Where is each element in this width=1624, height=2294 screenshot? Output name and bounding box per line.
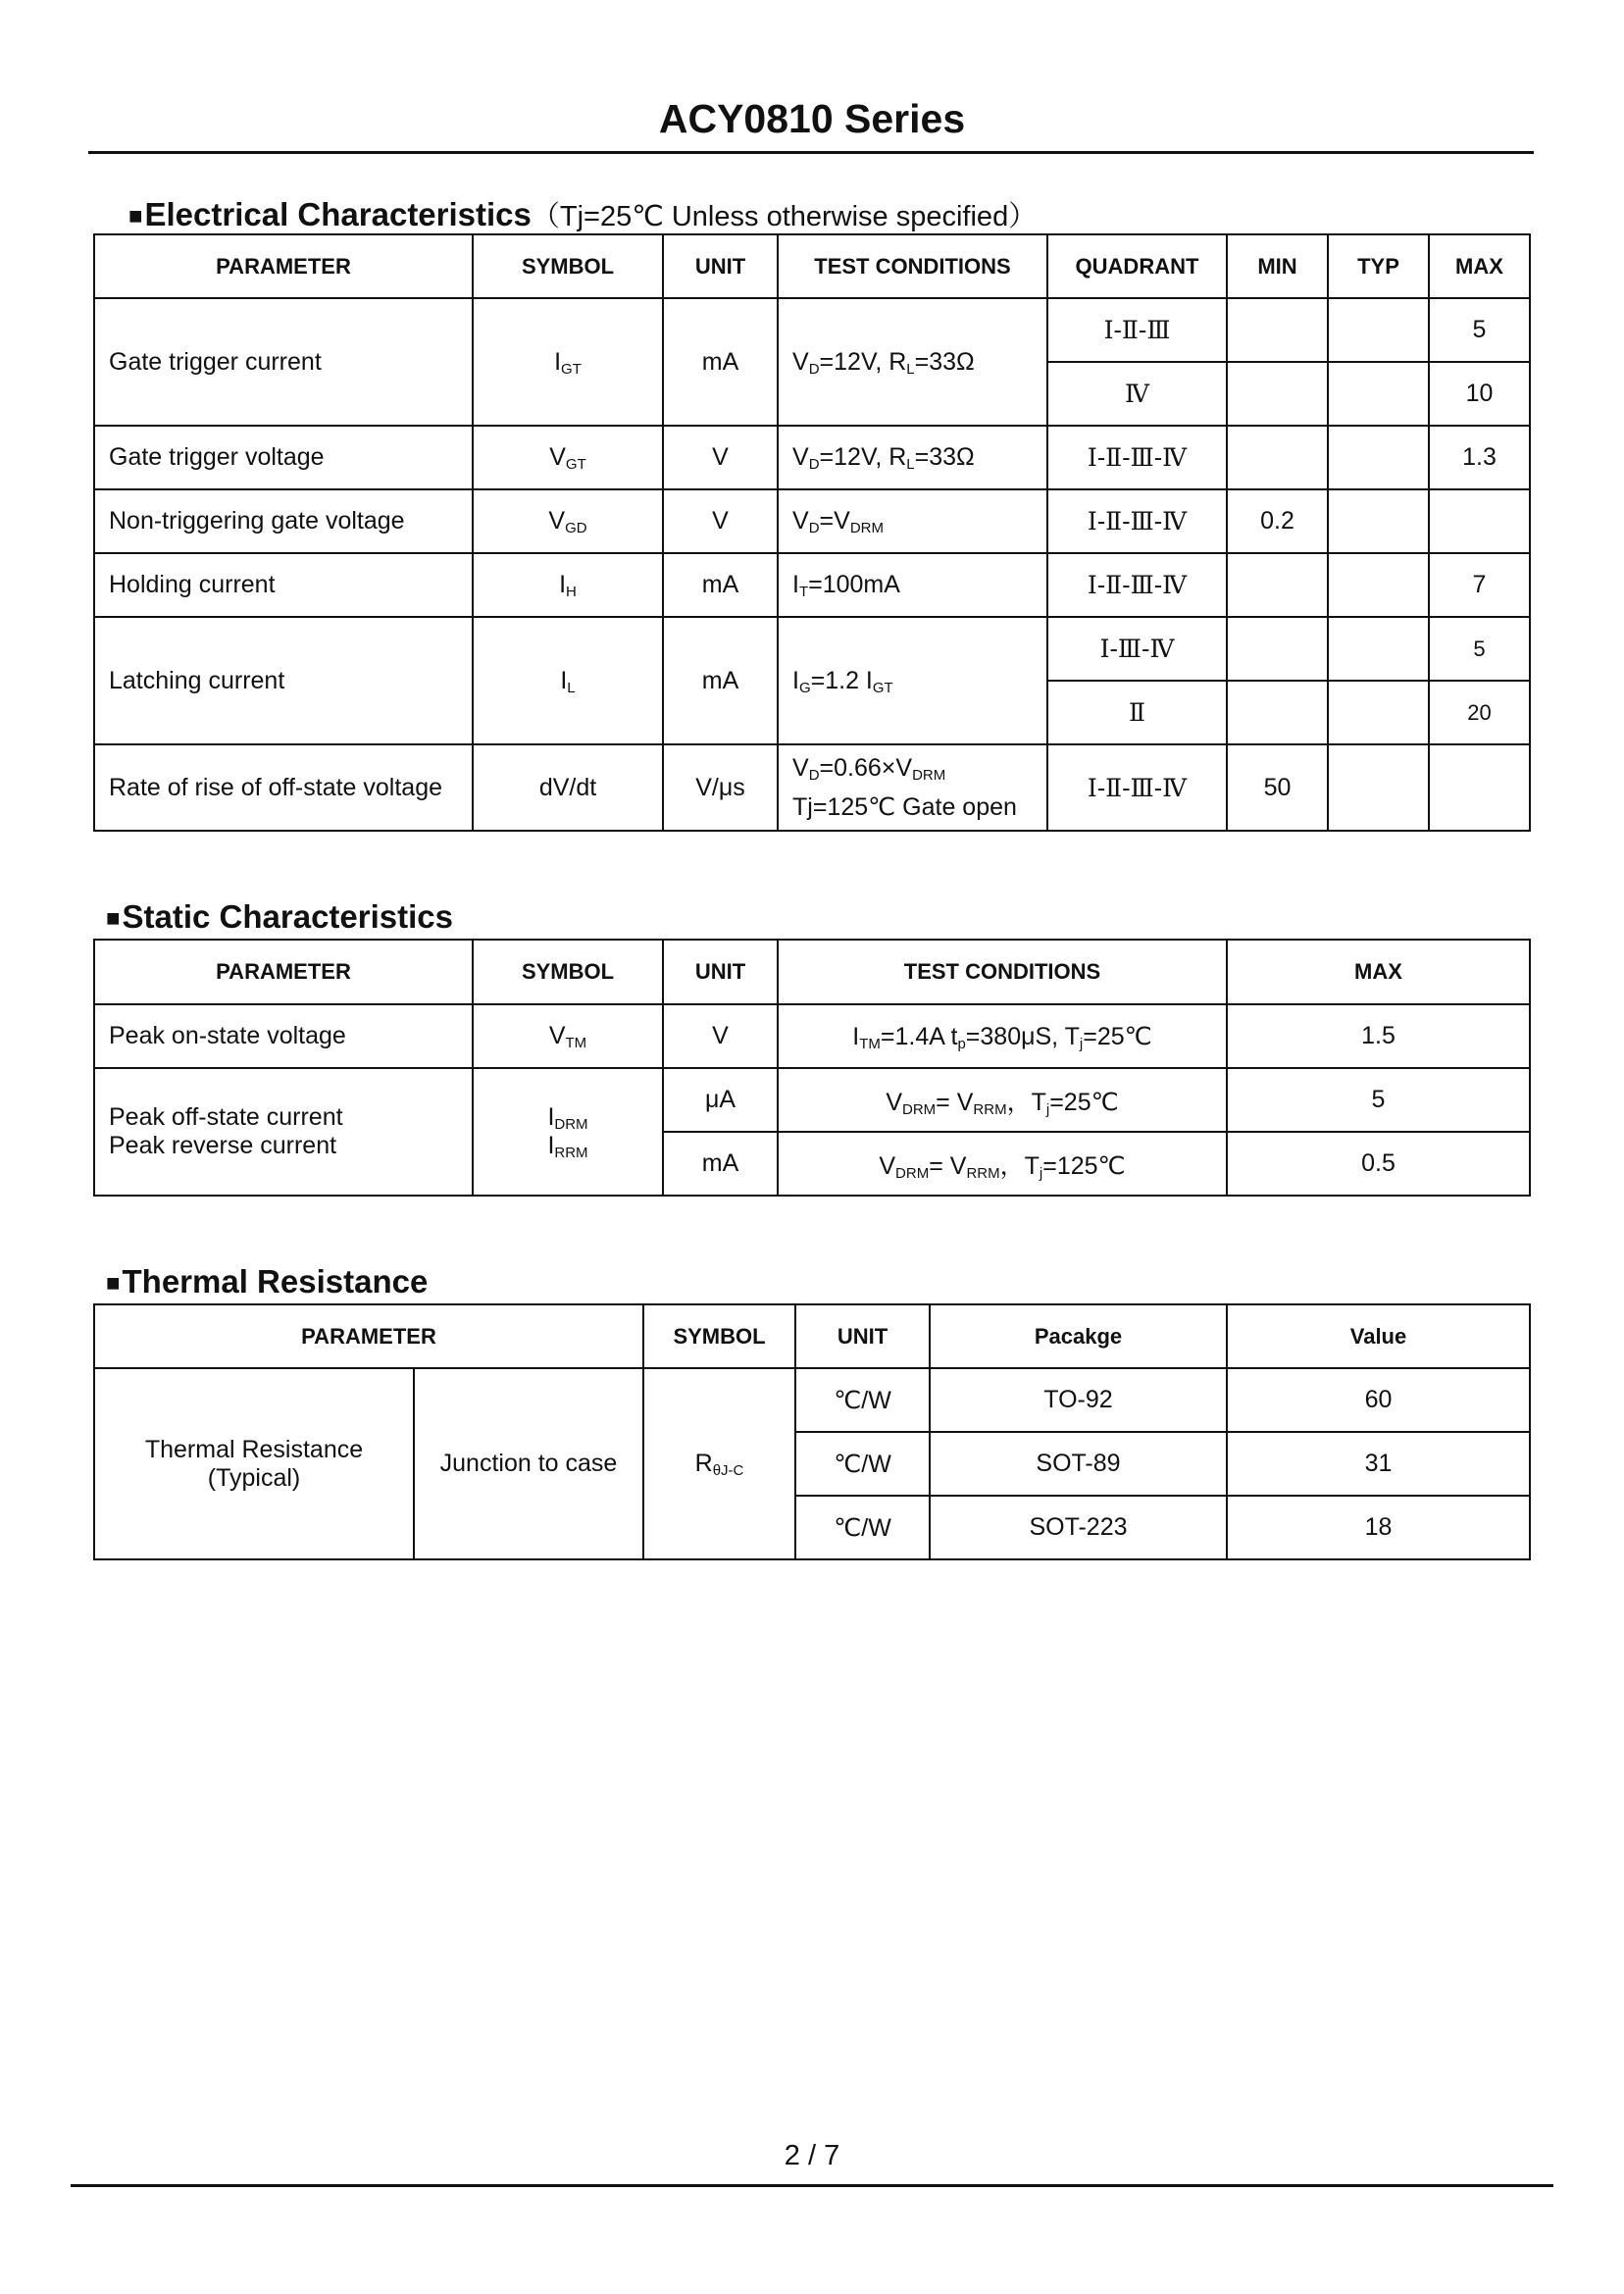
unit-il: mA [663, 617, 778, 744]
cond-dvdt-line-2: Tj=125℃ Gate open [792, 793, 1017, 821]
max-cell [1429, 489, 1530, 553]
header-unit: UNIT [795, 1304, 930, 1368]
param-peak-on-state-voltage: Peak on-state voltage [94, 1004, 473, 1068]
header-parameter: PARAMETER [94, 234, 473, 298]
param-peak-off-state-current: Peak off-state current [109, 1103, 343, 1131]
unit-vgd: V [663, 489, 778, 553]
typ-cell [1328, 617, 1429, 681]
typ-cell [1328, 681, 1429, 744]
param-thermal-resistance-line-2: (Typical) [207, 1463, 301, 1492]
bullet-square-icon: ■ [106, 905, 121, 932]
unit-vgt: V [663, 426, 778, 489]
symbol-vtm: $V_{TM}$ [473, 1004, 663, 1068]
symbol-vgt: $V_{GT}$ [473, 426, 663, 489]
quadrant-igt-2: Ⅳ [1047, 362, 1227, 426]
param-thermal-resistance [94, 1368, 414, 1559]
page-number: 2 / 7 [784, 2140, 840, 2171]
header-value: Value [1227, 1304, 1530, 1368]
param-non-triggering-gate-voltage: Non-triggering gate voltage [94, 489, 473, 553]
typ-cell [1328, 744, 1429, 831]
thermal-resistance-table [93, 1303, 1531, 1560]
symbol-il: $I_L$ [473, 617, 663, 744]
footer-divider [71, 2184, 1553, 2187]
table-row [94, 1368, 1530, 1432]
bullet-square-icon: ■ [106, 1270, 121, 1297]
header-symbol: SYMBOL [473, 940, 663, 1004]
table-row [94, 1004, 1530, 1068]
static-heading [106, 898, 453, 936]
typ-cell [1328, 426, 1429, 489]
min-cell [1227, 681, 1328, 744]
header-typ: TYP [1328, 234, 1429, 298]
max-vtm: 1.5 [1227, 1004, 1530, 1068]
param-gate-trigger-voltage: Gate trigger voltage [94, 426, 473, 489]
typ-cell [1328, 489, 1429, 553]
symbol-irrm: $I_{RRM}$ [547, 1132, 588, 1161]
symbol-dvdt: dV/dt [473, 744, 663, 831]
table-row [94, 489, 1530, 553]
header-quadrant: QUADRANT [1047, 234, 1227, 298]
package-to92: TO-92 [930, 1368, 1227, 1432]
table-header-row [94, 940, 1530, 1004]
cond-dvdt [778, 744, 1047, 831]
thermal-heading-text: Thermal Resistance [122, 1263, 429, 1300]
min-cell [1227, 362, 1328, 426]
table-row [94, 553, 1530, 617]
symbol-igt: $I_{GT}$ [473, 298, 663, 426]
package-sot223: SOT-223 [930, 1496, 1227, 1559]
bullet-square-icon: ■ [128, 203, 143, 229]
param-latching-current: Latching current [94, 617, 473, 744]
param-peak-off-state-reverse [94, 1068, 473, 1196]
symbol-ih: $I_H$ [473, 553, 663, 617]
cond-vgd: $V_D=V_{DRM}$ [778, 489, 1047, 553]
table-header-row [94, 1304, 1530, 1368]
unit-dvdt: V/μs [663, 744, 778, 831]
max-idrm-2: 0.5 [1227, 1132, 1530, 1196]
quadrant-vgd: Ⅰ-Ⅱ-Ⅲ-Ⅳ [1047, 489, 1227, 553]
unit-thermal-2: ℃/W [795, 1432, 930, 1496]
param-thermal-resistance-line-1: Thermal Resistance [144, 1435, 364, 1463]
table-row [94, 1068, 1530, 1132]
electrical-heading-note: （Tj=25℃ Unless otherwise specified） [531, 201, 1038, 232]
quadrant-ih: Ⅰ-Ⅱ-Ⅲ-Ⅳ [1047, 553, 1227, 617]
header-unit: UNIT [663, 940, 778, 1004]
cond-igt: $V_D=12V$, $R_L=33\Omega$ [778, 298, 1047, 426]
quadrant-dvdt: Ⅰ-Ⅱ-Ⅲ-Ⅳ [1047, 744, 1227, 831]
static-heading-text: Static Characteristics [122, 898, 453, 935]
cond-vgt: $V_D=12V$, $R_L=33\Omega$ [778, 426, 1047, 489]
param-rate-of-rise: Rate of rise of off-state voltage [94, 744, 473, 831]
min-cell [1227, 426, 1328, 489]
static-characteristics-table [93, 939, 1531, 1197]
value-sot223: 18 [1227, 1496, 1530, 1559]
value-sot89: 31 [1227, 1432, 1530, 1496]
header-unit: UNIT [663, 234, 778, 298]
header-parameter: PARAMETER [94, 1304, 643, 1368]
table-header-row [94, 234, 1530, 298]
unit-ih: mA [663, 553, 778, 617]
table-row [94, 744, 1530, 831]
param-gate-trigger-current: Gate trigger current [94, 298, 473, 426]
cond-idrm-2: $V_{DRM}= V_{RRM}$，$T_j=125℃$ [778, 1132, 1227, 1196]
header-test-conditions: TEST CONDITIONS [778, 234, 1047, 298]
electrical-characteristics-table [93, 233, 1531, 832]
header-max: MAX [1429, 234, 1530, 298]
max-il-1: 5 [1429, 617, 1530, 681]
min-cell [1227, 298, 1328, 362]
header-symbol: SYMBOL [473, 234, 663, 298]
min-vgd: 0.2 [1227, 489, 1328, 553]
package-sot89: SOT-89 [930, 1432, 1227, 1496]
symbol-idrm: $I_{DRM}$ [547, 1103, 588, 1133]
max-ih: 7 [1429, 553, 1530, 617]
header-parameter: PARAMETER [94, 940, 473, 1004]
unit-vtm: V [663, 1004, 778, 1068]
cond-ih: $I_T=100mA$ [778, 553, 1047, 617]
unit-thermal-1: ℃/W [795, 1368, 930, 1432]
cond-vtm: $I_{TM}=1.4A$ $t_p=380\mu S$, $T_j=25℃$ [778, 1004, 1227, 1068]
cond-idrm-1: $V_{DRM}= V_{RRM}$，$T_j=25℃$ [778, 1068, 1227, 1132]
electrical-heading-text: Electrical Characteristics [144, 196, 532, 232]
quadrant-il-2: Ⅱ [1047, 681, 1227, 744]
value-to92: 60 [1227, 1368, 1530, 1432]
table-row [94, 617, 1530, 681]
cond-dvdt-line-1: $V_D=0.66\times V_{DRM}$ [792, 754, 946, 784]
unit-thermal-3: ℃/W [795, 1496, 930, 1559]
max-cell [1429, 744, 1530, 831]
max-igt-1: 5 [1429, 298, 1530, 362]
typ-cell [1328, 362, 1429, 426]
table-row [94, 298, 1530, 362]
electrical-heading [128, 194, 1037, 234]
header-symbol: SYMBOL [643, 1304, 795, 1368]
thermal-heading [106, 1263, 428, 1300]
min-cell [1227, 553, 1328, 617]
max-idrm-1: 5 [1227, 1068, 1530, 1132]
symbol-rth: $R_{\theta J-C}$ [643, 1368, 795, 1559]
symbol-idrm-irrm [473, 1068, 663, 1196]
quadrant-igt-1: Ⅰ-Ⅱ-Ⅲ [1047, 298, 1227, 362]
max-vgt: 1.3 [1429, 426, 1530, 489]
unit-idrm-2: mA [663, 1132, 778, 1196]
cond-il: $I_G=1.2$ $I_{GT}$ [778, 617, 1047, 744]
typ-cell [1328, 553, 1429, 617]
title-divider [88, 151, 1534, 154]
param-junction-to-case: Junction to case [414, 1368, 643, 1559]
table-row [94, 426, 1530, 489]
param-holding-current: Holding current [94, 553, 473, 617]
document-title: ACY0810 Series [658, 96, 966, 141]
min-cell [1227, 617, 1328, 681]
unit-idrm-1: μA [663, 1068, 778, 1132]
min-dvdt: 50 [1227, 744, 1328, 831]
quadrant-vgt: Ⅰ-Ⅱ-Ⅲ-Ⅳ [1047, 426, 1227, 489]
param-peak-reverse-current: Peak reverse current [109, 1132, 337, 1159]
header-min: MIN [1227, 234, 1328, 298]
header-test-conditions: TEST CONDITIONS [778, 940, 1227, 1004]
header-package: Pacakge [930, 1304, 1227, 1368]
header-max: MAX [1227, 940, 1530, 1004]
max-igt-2: 10 [1429, 362, 1530, 426]
quadrant-il-1: Ⅰ-Ⅲ-Ⅳ [1047, 617, 1227, 681]
max-il-2: 20 [1429, 681, 1530, 744]
symbol-vgd: $V_{GD}$ [473, 489, 663, 553]
unit-igt: mA [663, 298, 778, 426]
typ-cell [1328, 298, 1429, 362]
